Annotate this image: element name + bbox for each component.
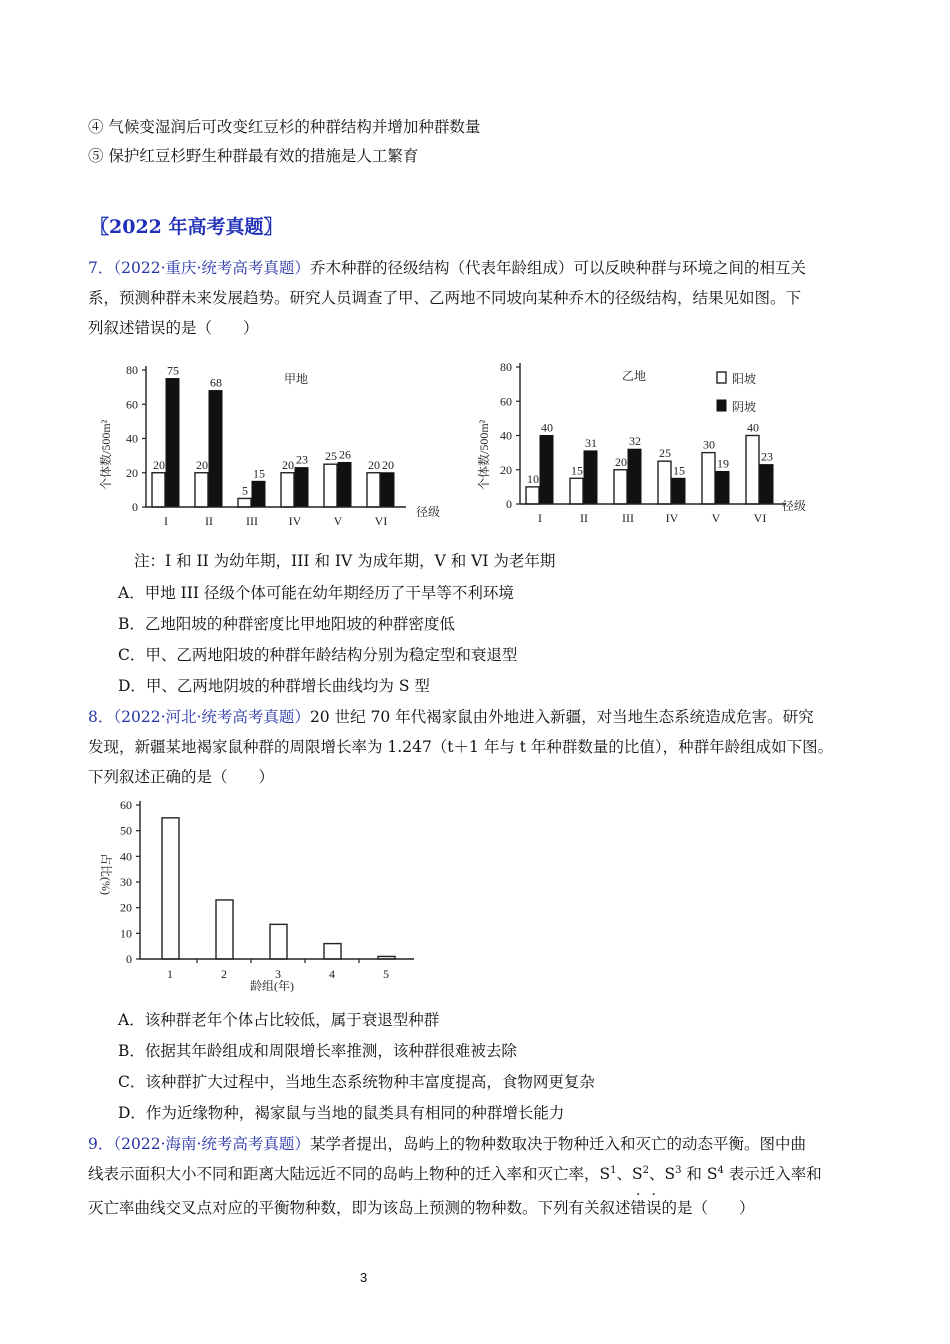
q9-number: 9． — [88, 1135, 114, 1153]
data-label: 23 — [296, 452, 308, 467]
legend-swatch-yangpo — [717, 372, 726, 383]
bar-yinpo — [672, 478, 685, 504]
q7-note: 注：I 和 II 为幼年期，III 和 IV 为成年期，V 和 VI 为老年期 — [134, 552, 556, 570]
q7-stem-line3: 列叙述错误的是（ ） — [88, 319, 259, 337]
q9-source: （2022·海南·统考高考真题） — [113, 1135, 310, 1153]
q8-stem-text: 20 世纪 70 年代褐家鼠由外地进入新疆，对当地生态系统造成危害。研究 — [309, 708, 814, 726]
chart-yidi-legend — [717, 371, 756, 414]
x-tick-label: I — [164, 514, 168, 528]
y-tick-label: 20 — [500, 462, 512, 477]
x-tick-label: 2 — [221, 967, 227, 981]
q7-stem-text: 乔木种群的径级结构（代表年龄组成）可以反映种群与环境之间的相互关 — [309, 259, 806, 277]
bar-yinpo — [540, 436, 553, 505]
page-number: 3 — [360, 1270, 368, 1285]
chart-jiadi — [88, 350, 468, 535]
x-tick-label: II — [205, 514, 213, 528]
bar-yangpo — [526, 487, 539, 504]
chart-age-xlabel: 龄组(年) — [250, 979, 294, 993]
q7-option-c: C．甲、乙两地阳坡的种群年龄结构分别为稳定型和衰退型 — [118, 646, 518, 664]
data-label: 40 — [747, 420, 759, 435]
q8-stem-line2: 发现，新疆某地褐家鼠种群的周限增长率为 1.247（t＋1 年与 t 年种群数量的比值），种群年龄组成如下图。 — [88, 738, 834, 756]
chart-jiadi-bars — [152, 364, 394, 507]
legend-label-yangpo: 阳坡 — [732, 372, 757, 386]
bar-yinpo — [716, 471, 729, 504]
y-tick-label: 80 — [500, 360, 512, 374]
bar-yinpo — [295, 468, 308, 507]
data-label: 31 — [585, 435, 597, 450]
data-label: 10 — [527, 471, 539, 486]
q9-stem-line3 — [88, 1196, 755, 1218]
q7-stem-line2: 系，预测种群未来发展趋势。研究人员调查了甲、乙两地不同坡向某种乔木的径级结构，结果见如图。下 — [88, 289, 802, 307]
q9-stem-line3-a: 灭亡率曲线交叉点对应的平衡物种数，即为该岛上预测的物种数。下列有关叙述 — [88, 1199, 631, 1217]
chart-yidi-bars — [526, 421, 773, 505]
chart-age-group — [88, 795, 428, 1000]
bar-age-group — [162, 818, 179, 959]
q9-emphasis-char-1: 错 — [630, 1199, 647, 1217]
bar-yinpo — [628, 449, 641, 504]
chart-age-bars — [162, 818, 395, 959]
q9-sup-2: 2 — [642, 1164, 649, 1176]
data-label: 20 — [282, 457, 294, 472]
x-tick-label: III — [246, 514, 258, 528]
q9-sep-2: 、S — [649, 1165, 676, 1183]
q9-stem-line1 — [88, 1132, 806, 1154]
intro-item-5: ⑤ 保护红豆杉野生种群最有效的措施是人工繁育 — [88, 147, 419, 165]
chart-age-xticks — [167, 959, 389, 981]
data-label: 20 — [153, 457, 165, 472]
y-tick-label: 20 — [126, 465, 138, 480]
bar-yangpo — [570, 478, 583, 504]
bar-yangpo — [324, 464, 337, 507]
bar-yinpo — [338, 462, 351, 507]
chart-yidi-title: 乙地 — [622, 369, 647, 383]
q7-option-d: D．甲、乙两地阴坡的种群增长曲线均为 S 型 — [118, 677, 430, 695]
chart-yidi-ylabel: 个体数/500m² — [477, 419, 491, 490]
data-label: 5 — [242, 483, 248, 498]
data-label: 20 — [615, 454, 627, 469]
bar-yangpo — [367, 473, 380, 507]
q7-stem-line1 — [88, 256, 806, 278]
data-label: 40 — [541, 420, 553, 435]
data-label: 15 — [673, 463, 685, 478]
chart-jiadi-xlabel: 径级 — [416, 505, 441, 519]
q9-sup-3: 3 — [675, 1164, 682, 1176]
chart-yidi — [470, 350, 850, 535]
bar-age-group — [270, 924, 287, 959]
q9-sep-1: 、S — [616, 1165, 643, 1183]
x-tick-label: VI — [753, 511, 767, 525]
intro-item-4: ④ 气候变湿润后可改变红豆杉的种群结构并增加种群数量 — [88, 118, 481, 136]
y-tick-label: 60 — [120, 798, 132, 812]
y-tick-label: 30 — [120, 875, 132, 889]
q7-source: （2022·重庆·统考高考真题） — [113, 259, 310, 277]
q8-option-b: B．依据其年龄组成和周限增长率推测，该种群很难被去除 — [118, 1042, 517, 1060]
x-tick-label: V — [333, 514, 343, 528]
bar-yinpo — [166, 379, 179, 507]
y-tick-label: 0 — [126, 952, 132, 966]
x-tick-label: IV — [665, 511, 679, 525]
q9-sup-4: 4 — [717, 1164, 724, 1176]
data-label: 15 — [253, 466, 265, 481]
y-tick-label: 40 — [126, 431, 138, 446]
bar-yangpo — [238, 498, 251, 507]
data-label: 68 — [210, 375, 222, 390]
data-label: 20 — [368, 457, 380, 472]
data-label: 26 — [339, 447, 351, 462]
x-tick-label: I — [538, 511, 542, 525]
x-tick-label: V — [711, 511, 721, 525]
q8-number: 8． — [88, 708, 114, 726]
legend-label-yinpo: 阴坡 — [732, 400, 757, 414]
bar-age-group — [324, 944, 341, 959]
q9-emphasis-char-2: 误 — [646, 1199, 662, 1217]
chart-jiadi-ylabel: 个体数/500m² — [99, 419, 113, 490]
q7-option-a: A．甲地 III 径级个体可能在幼年期经历了干旱等不利环境 — [118, 584, 514, 602]
y-tick-label: 80 — [126, 363, 138, 377]
chart-yidi-xticks — [538, 511, 766, 525]
y-tick-label: 40 — [120, 849, 132, 864]
chart-age-ylabel: 占比(%) — [99, 853, 113, 895]
x-tick-label: VI — [374, 514, 388, 528]
bar-yangpo — [614, 470, 627, 504]
data-label: 15 — [571, 463, 583, 478]
y-tick-label: 10 — [120, 926, 132, 941]
data-label: 75 — [167, 363, 179, 378]
chart-jiadi-xticks — [164, 514, 387, 528]
q9-stem-line3-b: 的是（ ） — [661, 1199, 755, 1217]
x-tick-label: IV — [288, 514, 302, 528]
x-tick-label: III — [622, 511, 634, 525]
y-tick-label: 0 — [132, 500, 138, 514]
x-tick-label: 3 — [275, 967, 281, 981]
bar-yinpo — [584, 451, 597, 504]
q8-option-c: C．该种群扩大过程中，当地生态系统物种丰富度提高，食物网更复杂 — [118, 1073, 595, 1091]
q9-sep-3: 和 S — [681, 1165, 718, 1183]
q7-number: 7． — [88, 259, 114, 277]
section-header: 〖2022 年高考真题〗 — [90, 216, 283, 238]
y-tick-label: 20 — [120, 900, 132, 915]
x-tick-label: 4 — [329, 967, 335, 981]
legend-swatch-yinpo — [717, 400, 726, 411]
x-tick-label: II — [580, 511, 588, 525]
y-tick-label: 60 — [500, 394, 512, 409]
data-label: 30 — [703, 437, 715, 452]
q9-stem-line2-b: 表示迁入率和 — [723, 1165, 822, 1183]
chart-yidi-yticks — [500, 360, 520, 511]
y-tick-label: 60 — [126, 397, 138, 412]
q8-stem-line1 — [88, 705, 814, 727]
q7-option-b: B．乙地阳坡的种群密度比甲地阳坡的种群密度低 — [118, 615, 455, 633]
bar-yinpo — [209, 391, 222, 507]
bar-yangpo — [152, 473, 165, 507]
data-label: 32 — [629, 434, 641, 449]
bar-yangpo — [702, 453, 715, 504]
bar-yinpo — [252, 481, 265, 507]
data-label: 23 — [761, 449, 773, 464]
y-tick-label: 40 — [500, 428, 512, 443]
y-tick-label: 0 — [506, 497, 512, 511]
q9-stem-line2 — [88, 1162, 822, 1184]
bar-yinpo — [381, 473, 394, 507]
bar-yangpo — [658, 461, 671, 504]
bar-yangpo — [281, 473, 294, 507]
data-label: 25 — [325, 449, 337, 464]
q8-source: （2022·河北·统考高考真题） — [113, 708, 310, 726]
data-label: 20 — [196, 457, 208, 472]
bar-yangpo — [195, 473, 208, 507]
data-label: 19 — [717, 456, 729, 471]
x-tick-label: 5 — [383, 967, 389, 981]
chart-jiadi-yticks — [126, 363, 146, 514]
q9-stem-line2-a: 线表示面积大小不同和距离大陆远近不同的岛屿上物种的迁入率和灭亡率，S — [88, 1165, 611, 1183]
bar-yinpo — [760, 465, 773, 504]
x-tick-label: 1 — [167, 967, 173, 981]
chart-age-yticks — [120, 798, 140, 966]
bar-yangpo — [746, 436, 759, 505]
q8-option-d: D．作为近缘物种，褐家鼠与当地的鼠类具有相同的种群增长能力 — [118, 1104, 565, 1122]
data-label: 25 — [659, 446, 671, 461]
chart-yidi-xlabel: 径级 — [782, 499, 807, 513]
chart-jiadi-title: 甲地 — [284, 372, 309, 386]
y-tick-label: 50 — [120, 823, 132, 838]
bar-age-group — [216, 900, 233, 959]
q9-stem-text: 某学者提出，岛屿上的物种数取决于物种迁入和灭亡的动态平衡。图中曲 — [309, 1135, 806, 1153]
q9-sup-1: 1 — [610, 1164, 617, 1176]
q8-option-a: A．该种群老年个体占比较低，属于衰退型种群 — [118, 1011, 440, 1029]
data-label: 20 — [382, 457, 394, 472]
q8-stem-line3: 下列叙述正确的是（ ） — [88, 768, 275, 786]
